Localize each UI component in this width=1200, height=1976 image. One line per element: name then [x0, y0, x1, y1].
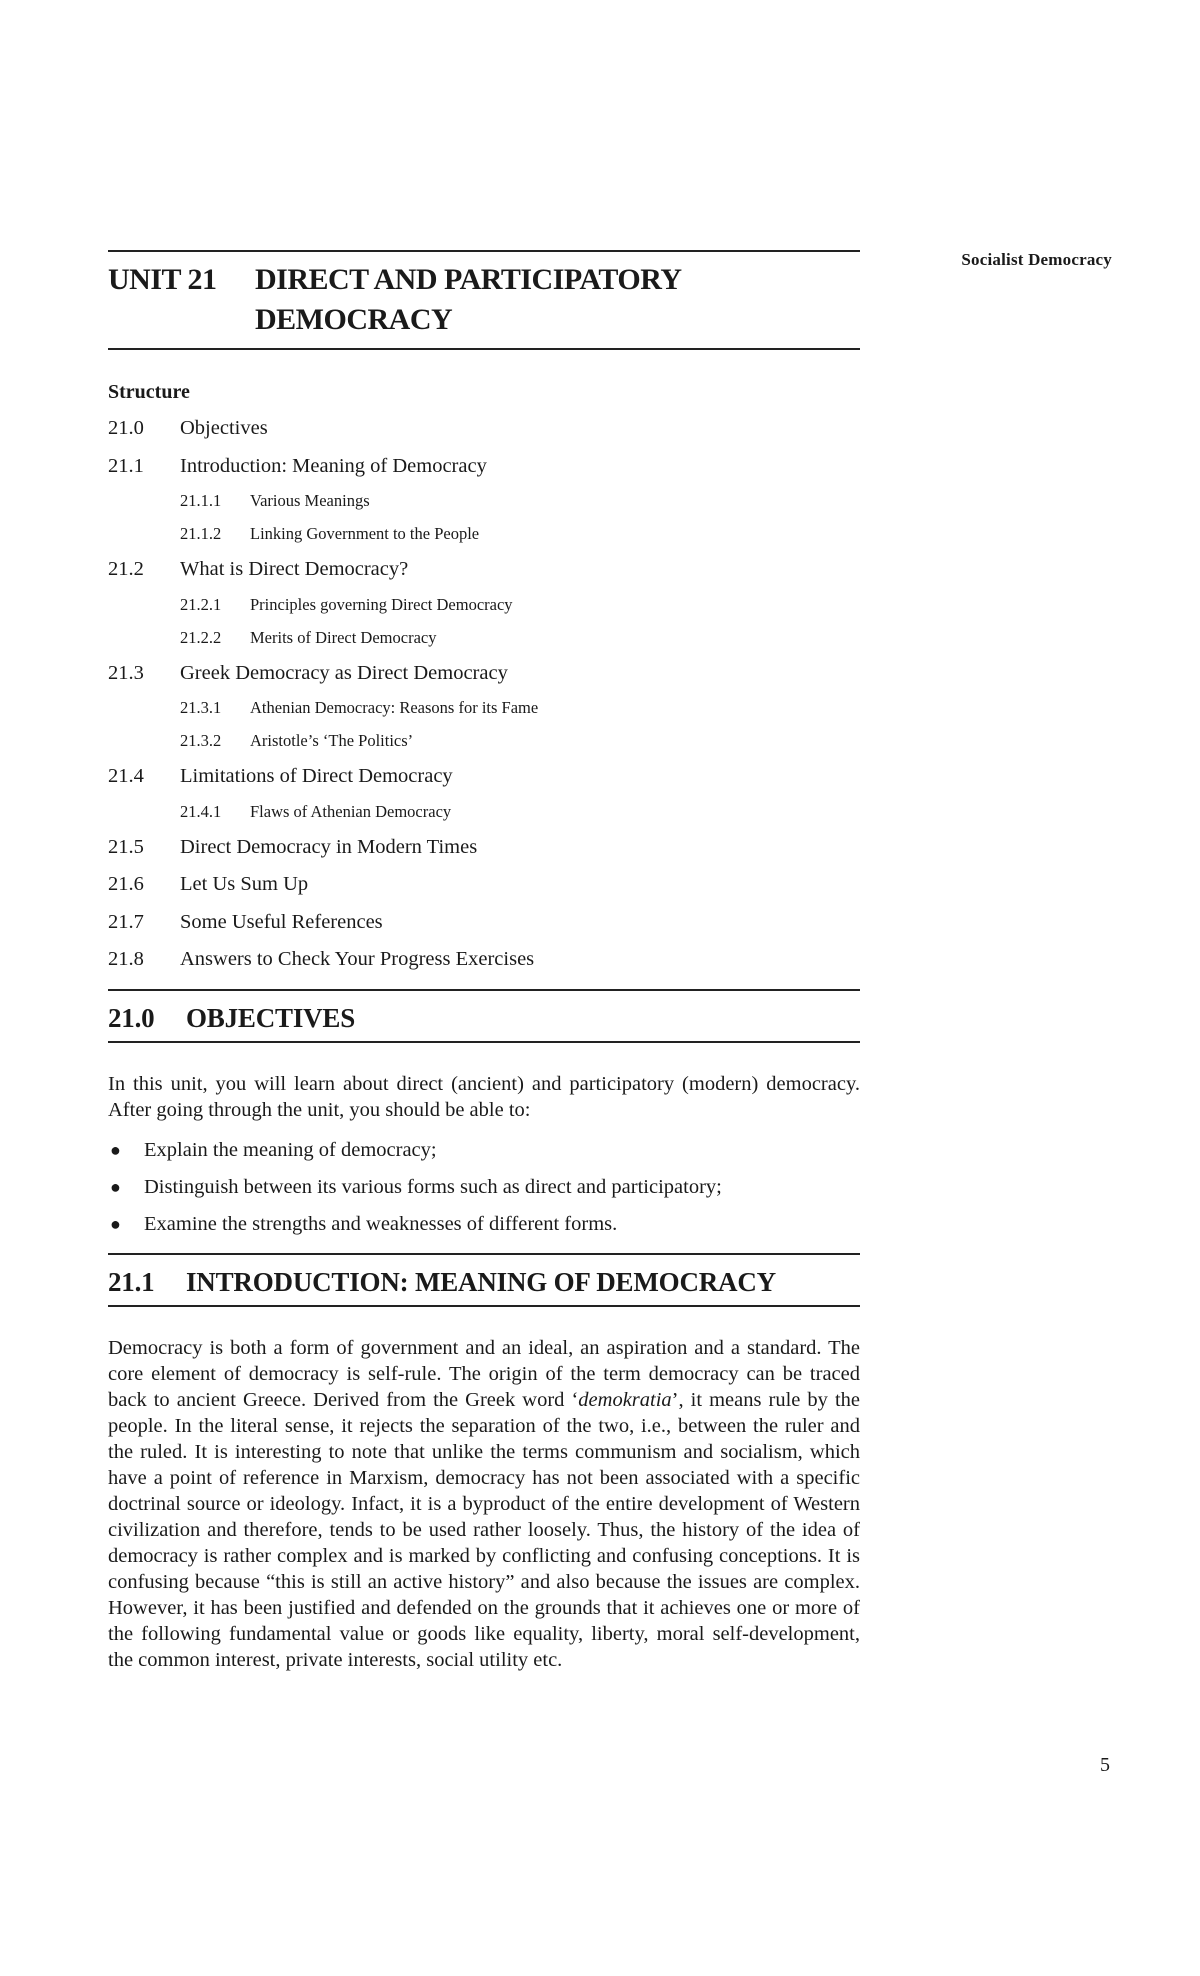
toc-item-sum-up	[108, 872, 860, 896]
bullet-icon: ●	[110, 1140, 121, 1160]
structure-heading: Structure	[108, 381, 190, 403]
paragraph-text: Democracy is both a form of government and an ideal, an aspiration and a standard. The core element of democracy is self-rule. The origin of the term democracy can be traced back to ancient Greece. Derived from the Greek word ‘	[108, 1337, 860, 1411]
toc-sub-num: 21.3.2	[180, 731, 222, 750]
toc-num: 21.4	[108, 765, 144, 787]
toc-item-direct-democracy	[108, 557, 860, 581]
toc-label: Greek Democracy as Direct Democracy	[180, 661, 508, 684]
toc-sub-label: Merits of Direct Democracy	[250, 627, 437, 647]
toc-item-limitations	[108, 764, 860, 788]
toc-sub-num: 21.3.1	[180, 698, 222, 717]
toc-num: 21.5	[108, 835, 144, 858]
page-number: 5	[1100, 1754, 1110, 1776]
toc-sub-num: 21.1.2	[180, 524, 222, 543]
section-title: INTRODUCTION: MEANING OF DEMOCRACY	[186, 1267, 776, 1297]
toc-sub-label: Various Meanings	[250, 491, 370, 510]
toc-item-modern-times	[108, 835, 860, 859]
list-item	[108, 1211, 860, 1237]
toc-item-answers	[108, 947, 860, 971]
toc-sub-num: 21.2.1	[180, 594, 222, 614]
table-of-contents	[108, 416, 860, 971]
section-heading-objectives	[108, 989, 860, 1043]
unit-title-line-2: DEMOCRACY	[255, 303, 453, 336]
toc-num: 21.2	[108, 558, 144, 580]
toc-item-references	[108, 910, 860, 934]
section-number: 21.1	[108, 1267, 155, 1297]
section-title: OBJECTIVES	[186, 1003, 356, 1033]
toc-sub-label: Linking Government to the People	[250, 524, 480, 543]
bullet-icon: ●	[110, 1214, 121, 1234]
toc-subitem	[108, 698, 860, 718]
toc-item-introduction	[108, 454, 860, 478]
toc-sub-num: 21.4.1	[180, 801, 222, 821]
toc-subitem	[108, 524, 860, 544]
introduction-paragraph	[108, 1335, 860, 1673]
toc-sub-num: 21.2.2	[180, 627, 222, 647]
toc-num: 21.8	[108, 948, 144, 970]
toc-label: Limitations of Direct Democracy	[180, 765, 453, 787]
running-head: Socialist Democracy	[961, 250, 1112, 269]
paragraph-text: ’, it means rule by the people. In the literal sense, it rejects the separation of the two, i.e., between the ruler and the ruled. It is interesting to note that unlike the terms communism and socialism, which have a point of reference in Marxism, democracy has not been associated with a specific doctrinal source or ideology. Infact, it is a byproduct of the entire development of Western civilization and therefore, tends to be used rather loosely. Thus, the history of the idea of democracy is rather complex and is marked by conflicting and confusing conceptions. It is confusing because “this is still an active history” and also because the issues are complex. However, it has been justified and defended on the grounds that it achieves one or more of the following fundamental value or goods like equality, liberty, moral self-development, the common interest, private interests, social utility etc.	[108, 1389, 860, 1671]
unit-title	[108, 252, 860, 350]
toc-num: 21.0	[108, 417, 144, 439]
objectives-intro: In this unit, you will learn about direct (ancient) and participatory (modern) democracy. After going through the unit, you should be able to:	[108, 1073, 860, 1121]
page-content	[108, 250, 860, 1673]
list-item	[108, 1137, 860, 1163]
toc-sub-label: Aristotle’s ‘The Politics’	[250, 731, 414, 750]
toc-sub-label: Athenian Democracy: Reasons for its Fame	[250, 698, 539, 717]
toc-label: Answers to Check Your Progress Exercises	[180, 948, 535, 970]
toc-subitem	[108, 491, 860, 511]
list-item-text: Explain the meaning of democracy;	[144, 1139, 437, 1161]
toc-label: Objectives	[180, 417, 268, 439]
list-item-text: Examine the strengths and weaknesses of different forms.	[144, 1213, 618, 1235]
toc-num: 21.1	[108, 454, 144, 477]
toc-sub-label: Principles governing Direct Democracy	[250, 594, 513, 614]
toc-subitem	[108, 595, 860, 615]
toc-label: Direct Democracy in Modern Times	[180, 835, 478, 858]
unit-title-line-1: DIRECT AND PARTICIPATORY	[255, 263, 682, 296]
toc-num: 21.7	[108, 910, 144, 933]
greek-term: demokratia	[578, 1389, 672, 1411]
unit-name	[255, 260, 682, 340]
toc-label: What is Direct Democracy?	[180, 558, 409, 580]
toc-subitem	[108, 628, 860, 648]
list-item	[108, 1174, 860, 1200]
toc-sub-label: Flaws of Athenian Democracy	[250, 801, 452, 821]
toc-item-objectives	[108, 416, 860, 440]
objectives-list	[108, 1137, 860, 1237]
toc-subitem	[108, 731, 860, 751]
toc-sub-num: 21.1.1	[180, 491, 222, 510]
toc-label: Let Us Sum Up	[180, 873, 309, 895]
toc-num: 21.6	[108, 873, 144, 895]
list-item-text: Distinguish between its various forms such as direct and participatory;	[144, 1176, 722, 1198]
toc-subitem	[108, 802, 860, 822]
unit-number: UNIT 21	[108, 263, 217, 296]
bullet-icon: ●	[110, 1177, 121, 1197]
section-number: 21.0	[108, 1003, 155, 1033]
toc-num: 21.3	[108, 661, 144, 684]
toc-label: Introduction: Meaning of Democracy	[180, 454, 487, 477]
toc-item-greek-democracy	[108, 661, 860, 685]
toc-label: Some Useful References	[180, 910, 383, 933]
section-heading-introduction	[108, 1253, 860, 1307]
